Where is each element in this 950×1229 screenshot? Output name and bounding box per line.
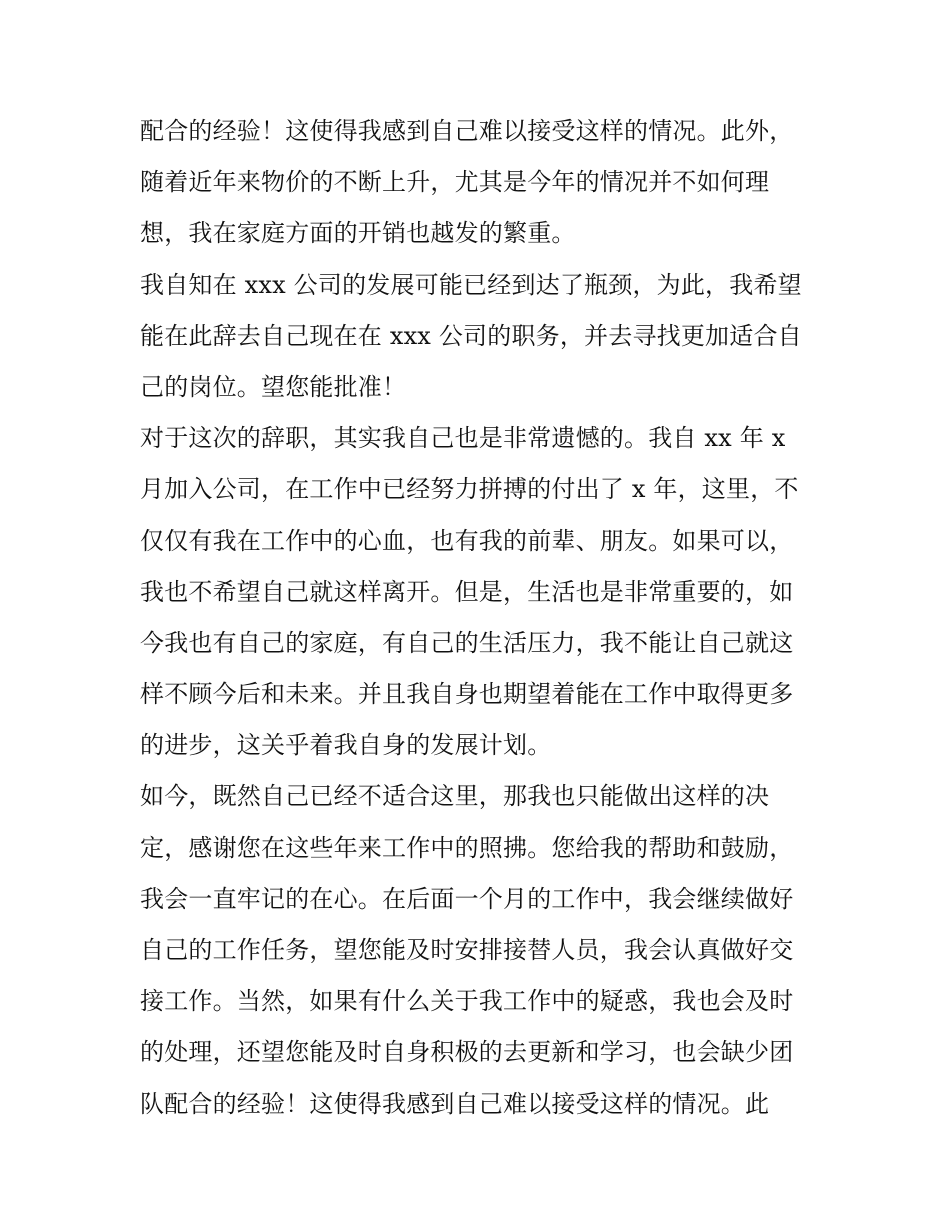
text-line: 月加入公司，在工作中已经努力拼搏的付出了 x 年，这里，不 xyxy=(140,475,799,504)
text-line: 队配合的经验！这使得我感到自己难以接受这样的情况。此 xyxy=(140,1089,770,1118)
text-line: 我也不希望自己就这样离开。但是，生活也是非常重要的，如 xyxy=(140,577,794,606)
text-line: 对于这次的辞职，其实我自己也是非常遗憾的。我自 xx 年 x xyxy=(140,424,786,453)
text-line: 能在此辞去自己现在在 xxx 公司的职务，并去寻找更加适合自 xyxy=(140,321,802,350)
text-line: 自己的工作任务，望您能及时安排接替人员，我会认真做好交 xyxy=(140,936,794,964)
text-line: 随着近年来物价的不断上升，尤其是今年的情况并不如何理 xyxy=(140,168,770,197)
text-line: 如今，既然自己已经不适合这里，那我也只能做出这样的决 xyxy=(140,782,770,811)
text-line: 想，我在家庭方面的开销也越发的繁重。 xyxy=(140,219,576,248)
text-line: 定，感谢您在这些年来工作中的照拂。您给我的帮助和鼓励， xyxy=(140,833,794,862)
document-body xyxy=(140,106,812,1130)
text-line: 我会一直牢记的在心。在后面一个月的工作中，我会继续做好 xyxy=(140,884,794,913)
text-line: 的进步，这关乎着我自身的发展计划。 xyxy=(140,731,552,760)
text-line: 的处理，还望您能及时自身积极的去更新和学习，也会缺少团 xyxy=(140,1038,794,1067)
text-line: 今我也有自己的家庭，有自己的生活压力，我不能让自己就这 xyxy=(140,628,794,657)
text-line: 配合的经验！这使得我感到自己难以接受这样的情况。此外， xyxy=(140,117,794,145)
text-line: 接工作。当然，如果有什么关于我工作中的疑惑，我也会及时 xyxy=(140,987,794,1016)
text-line: 己的岗位。望您能批准！ xyxy=(140,372,407,401)
text-line: 样不顾今后和未来。并且我自身也期望着能在工作中取得更多 xyxy=(140,680,794,709)
text-line: 我自知在 xxx 公司的发展可能已经到达了瓶颈，为此，我希望 xyxy=(140,270,802,299)
text-line: 仅仅有我在工作中的心血，也有我的前辈、朋友。如果可以， xyxy=(140,526,794,555)
